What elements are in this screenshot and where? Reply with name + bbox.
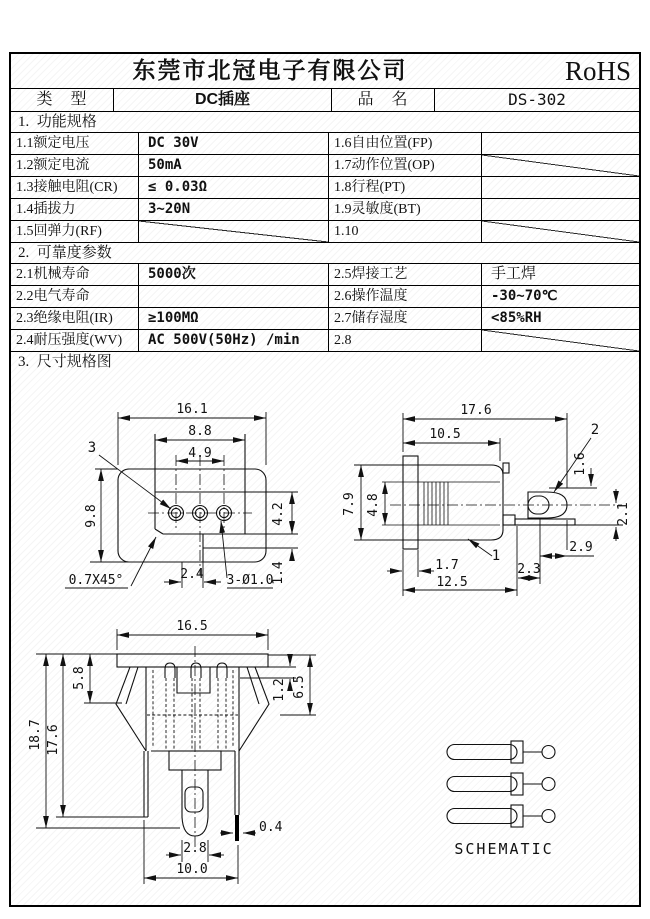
spec-value (482, 133, 639, 154)
title-row (11, 88, 639, 111)
schematic-pin (447, 741, 555, 763)
spec-value (139, 221, 329, 242)
spec-label: 1.2额定电流 (11, 155, 139, 176)
dim-label: 18.7 (28, 719, 43, 751)
spec-value: -30~70℃ (491, 288, 558, 304)
spec-value (482, 221, 639, 242)
spec-row (11, 176, 639, 198)
spec-value (482, 199, 639, 220)
dim-label: 2.4 (180, 567, 204, 582)
spec-value (482, 330, 639, 351)
dim-label: 1.4 (271, 561, 286, 585)
spec-row (11, 263, 639, 285)
header-row (11, 54, 639, 88)
dim-label: 17.6 (46, 724, 61, 756)
name-value: DS-302 (508, 90, 566, 109)
dim-label: 10.0 (176, 862, 208, 877)
spec-label: 2.7储存湿度 (329, 308, 482, 329)
dim-label: 2.8 (183, 841, 207, 856)
dim-label: 10.5 (429, 427, 461, 442)
dim-label: 4.8 (366, 493, 381, 517)
rohs-mark: RoHS (564, 56, 631, 86)
spec-row (11, 198, 639, 220)
schematic-pin (447, 773, 555, 795)
type-label: 类 型 (11, 89, 114, 111)
spec-row (11, 132, 639, 154)
spec-value (482, 177, 639, 198)
spec-label: 1.5回弹力(RF) (11, 221, 139, 242)
type-value: DC插座 (114, 89, 332, 111)
spec-label: 2.2电气寿命 (11, 286, 139, 307)
name-label: 品 名 (332, 89, 435, 111)
dimension-drawings (11, 373, 639, 905)
spec-label: 1.3接触电阻(CR) (11, 177, 139, 198)
spec-value: ≥100MΩ (139, 308, 329, 329)
part-label: 3 (87, 440, 97, 456)
schematic-diagram (447, 741, 555, 858)
spec-value (482, 155, 639, 176)
spec-sheet (9, 52, 641, 907)
spec-label: 1.4插拔力 (11, 199, 139, 220)
part-label: 2 (590, 422, 600, 438)
spec-value: <85%RH (491, 310, 542, 326)
section1-title: 1. 功能规格 (11, 111, 639, 132)
dim-label: 8.8 (188, 424, 212, 439)
spec-row (11, 307, 639, 329)
schematic-label: SCHEMATIC (454, 840, 554, 858)
spec-label: 2.1机械寿命 (11, 264, 139, 285)
part-label: 1 (491, 548, 501, 564)
spec-label: 2.6操作温度 (329, 286, 482, 307)
spec-value: 手工焊 (491, 266, 537, 282)
spec-label: 1.8行程(PT) (329, 177, 482, 198)
spec-label: 1.1额定电压 (11, 133, 139, 154)
spec-row (11, 154, 639, 176)
spec-label: 2.4耐压强度(WV) (11, 330, 139, 351)
dim-label: 2.9 (569, 540, 593, 555)
spec-label: 1.10 (329, 221, 482, 242)
dim-label: 1.2 (272, 678, 287, 702)
spec-value: ≤ 0.03Ω (139, 177, 329, 198)
spec-row (11, 220, 639, 242)
dim-label: 0.4 (259, 820, 283, 835)
spec-label: 2.5焊接工艺 (329, 264, 482, 285)
dim-label: 5.8 (72, 666, 87, 690)
dim-label: 2.3 (517, 562, 541, 577)
dim-label: 4.9 (188, 446, 212, 461)
drawing-front-view (28, 619, 316, 884)
spec-value: DC 30V (139, 133, 329, 154)
section3-title: 3. 尺寸规格图 (11, 351, 639, 373)
spec-value: AC 500V(50Hz) /min (139, 330, 329, 351)
spec-value (139, 286, 329, 307)
spec-label: 2.3绝缘电阻(IR) (11, 308, 139, 329)
holes-note: 3-Ø1.0 (226, 573, 274, 588)
spec-value: 3~20N (139, 199, 329, 220)
dim-label: 1.7 (435, 558, 459, 573)
section2-title: 2. 可靠度参数 (11, 242, 639, 263)
schematic-pin (447, 805, 555, 827)
company-name: 东莞市北冠电子有限公司 (132, 58, 408, 83)
dim-label: 16.1 (176, 402, 208, 417)
spec-row (11, 285, 639, 307)
dim-label: 2.1 (616, 502, 631, 526)
dim-label: 9.8 (84, 504, 99, 528)
spec-label: 1.7动作位置(OP) (329, 155, 482, 176)
spec-label: 1.9灵敏度(BT) (329, 199, 482, 220)
drawing-top-view (65, 402, 298, 588)
spec-label: 1.6自由位置(FP) (329, 133, 482, 154)
dim-label: 17.6 (460, 403, 492, 418)
spec-label: 2.8 (329, 330, 482, 351)
dim-label: 16.5 (176, 619, 208, 634)
dim-label: 1.6 (573, 452, 588, 476)
dim-label: 12.5 (436, 575, 468, 590)
dim-label: 6.5 (292, 675, 307, 699)
spec-value: 50mA (139, 155, 329, 176)
spec-row (11, 329, 639, 351)
spec-value: 5000次 (139, 264, 329, 285)
dim-label: 7.9 (342, 492, 357, 516)
chamfer-note: 0.7X45° (68, 573, 124, 588)
dim-label: 4.2 (271, 502, 286, 526)
drawing-area (11, 373, 639, 905)
drawing-side-view (342, 403, 631, 596)
